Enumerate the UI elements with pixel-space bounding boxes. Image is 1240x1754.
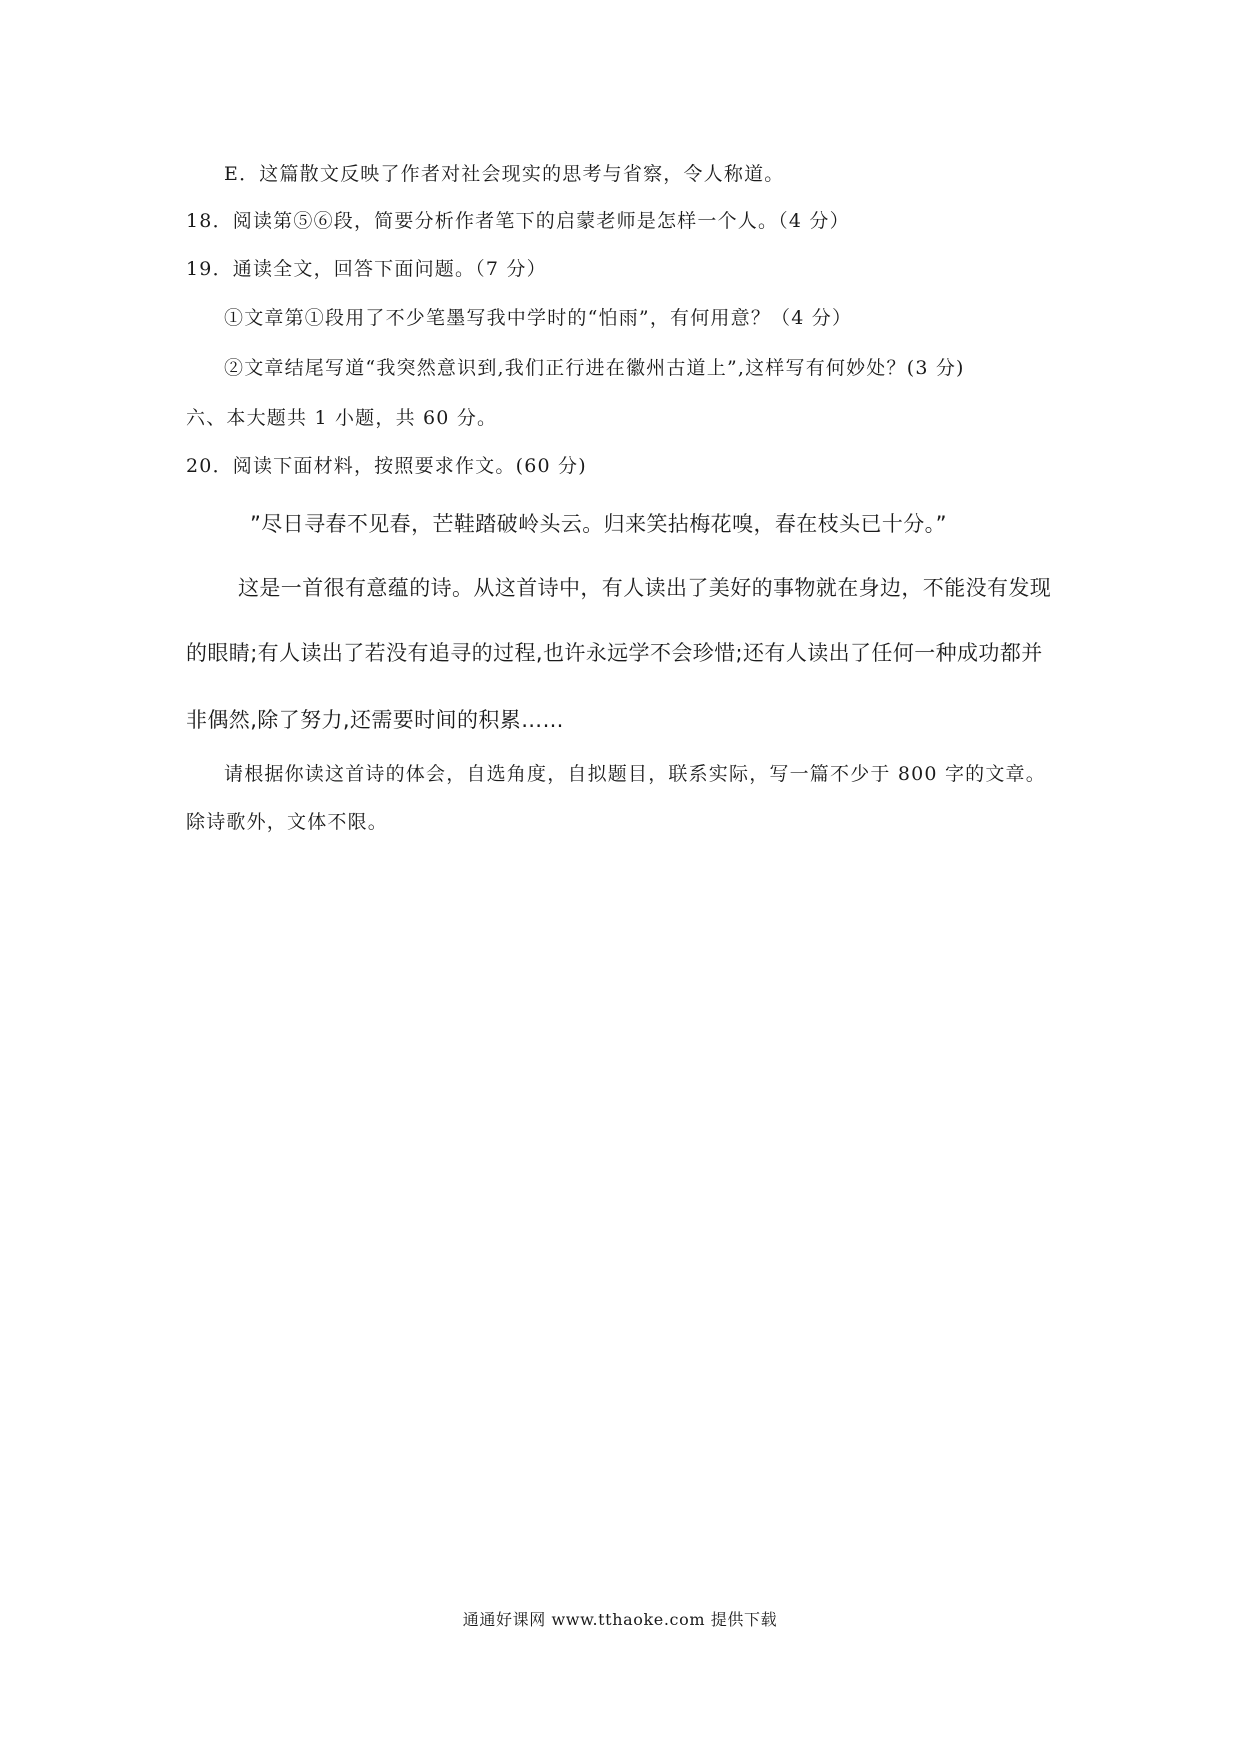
question-19-part-2: ②文章结尾写道“我突然意识到,我们正行进在徽州古道上”,这样写有何妙处？(3 分)	[224, 357, 965, 379]
material-line-2: 的眼睛;有人读出了若没有追寻的过程,也许永远学不会珍惜;还有人读出了任何一种成功都并	[186, 641, 1043, 665]
section-six-heading: 六、本大题共 1 小题，共 60 分。	[186, 407, 498, 429]
poem-quote: ”尽日寻春不见春，芒鞋踏破岭头云。归来笑拈梅花嗅，春在枝头已十分。”	[250, 512, 947, 536]
option-e: E．这篇散文反映了作者对社会现实的思考与省察，令人称道。	[224, 163, 785, 185]
question-18: 18．阅读第⑤⑥段，简要分析作者笔下的启蒙老师是怎样一个人。（4 分）	[186, 210, 850, 232]
material-line-1: 这是一首很有意蕴的诗。从这首诗中，有人读出了美好的事物就在身边，不能没有发现	[238, 576, 1052, 600]
question-19-part-1: ①文章第①段用了不少笔墨写我中学时的“怕雨”，有何用意？（4 分）	[224, 307, 853, 329]
instruction-line-1: 请根据你读这首诗的体会，自选角度，自拟题目，联系实际，写一篇不少于 800 字的文章。	[224, 763, 1046, 785]
material-line-3: 非偶然,除了努力,还需要时间的积累……	[186, 708, 564, 732]
question-20: 20．阅读下面材料，按照要求作文。(60 分)	[186, 455, 587, 477]
question-19: 19．通读全文，回答下面问题。（7 分）	[186, 258, 547, 280]
footer-text: 通通好课网 www.tthaoke.com 提供下载	[462, 1610, 778, 1629]
instruction-line-2: 除诗歌外，文体不限。	[186, 811, 389, 833]
